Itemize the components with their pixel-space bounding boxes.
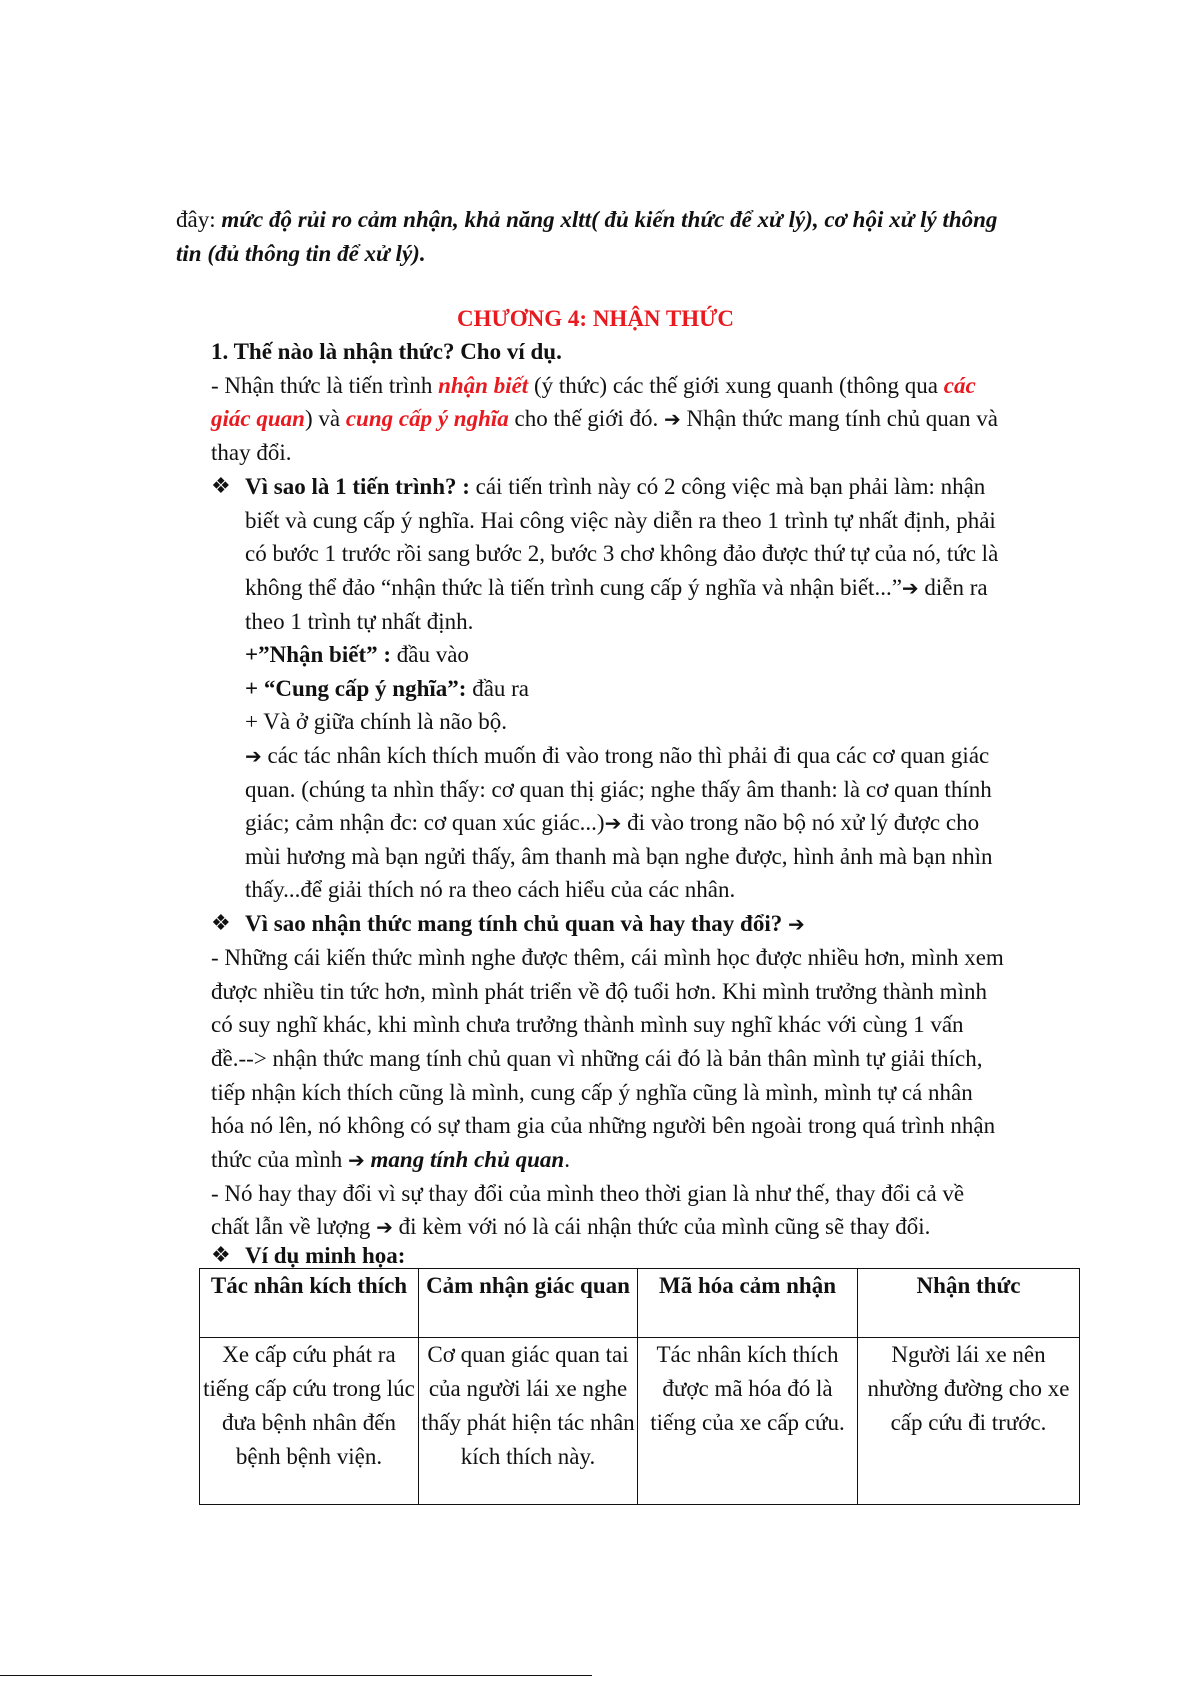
table-row (200, 1338, 1080, 1505)
explain-line-1 (245, 740, 989, 772)
arrow-icon: ➔ (245, 744, 262, 768)
table-header-cell: Nhận thức (858, 1269, 1080, 1338)
why-process-line-2: biết và cung cấp ý nghĩa. Hai công việc này diễn ra theo 1 trình tự nhất định, phải (245, 508, 996, 533)
why-process-text: cái tiến trình này có 2 công việc mà bạn phải làm: nhận (475, 474, 986, 499)
definition-line-1 (211, 370, 1081, 402)
subjective-line-1: - Những cái kiến thức mình nghe được thêm, cái mình học được nhiều hơn, mình xem (211, 945, 1004, 970)
table-cell: Cơ quan giác quan tai của người lái xe nghe thấy phát hiện tác nhân kích thích này. (419, 1338, 638, 1505)
why-process-line-3: có bước 1 trước rồi sang bước 2, bước 3 chơ không đảo được thứ tự của nó, tức là (245, 541, 999, 566)
why-process-line-4 (245, 572, 988, 604)
table-cell: Xe cấp cứu phát ra tiếng cấp cứu trong lúc đưa bệnh nhân đến bệnh bệnh viện. (200, 1338, 419, 1505)
input-label: +”Nhận biết” : (245, 642, 397, 667)
output-label: + “Cung cấp ý nghĩa”: (245, 676, 473, 701)
table-header-cell: Tác nhân kích thích (200, 1269, 419, 1338)
def-text: Nhận thức mang tính chủ quan và (680, 406, 998, 431)
subjective-line-3: có suy nghĩ khác, khi mình chưa trưởng thành mình suy nghĩ khác với cùng 1 vấn (211, 1012, 964, 1037)
middle-line: + Và ở giữa chính là não bộ. (245, 709, 508, 734)
example-table (199, 1268, 1080, 1505)
table-header-row (200, 1269, 1080, 1338)
def-highlight-cung-cap: cung cấp ý nghĩa (345, 406, 509, 431)
subjective-text: chất lẫn về lượng (211, 1214, 377, 1239)
intro-line-2: tin (đủ thông tin để xử lý). (176, 241, 426, 266)
definition-line-3: thay đổi. (211, 440, 292, 465)
subjective-line-5: tiếp nhận kích thích cũng là mình, cung cấp ý nghĩa cũng là mình, mình tự cá nhân (211, 1080, 973, 1105)
table-cell: Tác nhân kích thích được mã hóa đó là tiếng của xe cấp cứu. (638, 1338, 858, 1505)
subjective-line-8: - Nó hay thay đổi vì sự thay đổi của mình theo thời gian là như thế, thay đổi cả về (211, 1181, 965, 1206)
def-highlight-giac-quan: giác quan (211, 406, 305, 431)
output-line (245, 673, 529, 705)
input-text: đầu vào (396, 642, 469, 667)
def-text: cho thế giới đó. (508, 406, 664, 431)
why-process-label: Vì sao là 1 tiến trình? : (245, 474, 476, 499)
subjective-text: đi kèm với nó là cái nhận thức của mình cũng sẽ thay đổi. (392, 1214, 931, 1239)
arrow-icon: ➔ (376, 1215, 393, 1239)
subjective-line-7 (211, 1144, 570, 1176)
subjective-line-4: đề.--> nhận thức mang tính chủ quan vì những cái đó là bản thân mình tự giải thích, (211, 1046, 983, 1071)
explain-line-4: mùi hương mà bạn ngửi thấy, âm thanh mà bạn nghe được, hình ảnh mà bạn nhìn (245, 844, 993, 869)
why-process-line-1 (245, 471, 1081, 503)
diamond-bullet-icon: ❖ (211, 474, 231, 499)
intro-plain: đây: (176, 207, 222, 232)
def-highlight-nhan-biet: nhận biết (438, 373, 529, 398)
intro-line-1 (176, 204, 1081, 236)
example-label: Ví dụ minh họa: (245, 1243, 406, 1268)
table-header-cell: Mã hóa cảm nhận (638, 1269, 858, 1338)
definition-line-2 (211, 403, 1081, 435)
subjective-text: . (564, 1147, 570, 1172)
subjective-line-9 (211, 1211, 930, 1243)
def-text: (ý thức) các thế giới xung quanh (thông qua (528, 373, 944, 398)
why-subjective-label: Vì sao nhận thức mang tính chủ quan và hay thay đổi? (245, 911, 788, 936)
explain-text: đi vào trong não bộ nó xử lý được cho (621, 810, 980, 835)
diamond-bullet-icon: ❖ (211, 1243, 231, 1268)
why-process-text: diễn ra (918, 575, 988, 600)
arrow-icon: ➔ (348, 1148, 365, 1172)
chapter-title: CHƯƠNG 4: NHẬN THỨC (456, 306, 735, 331)
explain-line-5: thấy...để giải thích nó ra theo cách hiểu của các nhân. (245, 877, 736, 902)
explain-line-3 (245, 807, 979, 839)
explain-line-2: quan. (chúng ta nhìn thấy: cơ quan thị giác; nghe thấy âm thanh: là cơ quan thính (245, 777, 992, 802)
def-highlight-cac: các (943, 373, 976, 398)
explain-text: các tác nhân kích thích muốn đi vào trong não thì phải đi qua các cơ quan giác (261, 743, 990, 768)
output-text: đầu ra (472, 676, 530, 701)
footer-divider (0, 1675, 592, 1676)
subjective-text: thức của mình (211, 1147, 349, 1172)
def-text: ) và (304, 406, 346, 431)
arrow-icon: ➔ (604, 811, 622, 835)
intro-bold-1: mức độ rủi ro cảm nhận, khả năng xltt( đủ kiến thức để xử lý), cơ hội xử lý thông (221, 207, 998, 232)
subjective-line-2: được nhiều tin tức hơn, mình phát triển về độ tuổi hơn. Khi mình trưởng thành mình (211, 979, 987, 1004)
question-heading: 1. Thế nào là nhận thức? Cho ví dụ. (211, 339, 562, 364)
why-process-text: không thể đảo “nhận thức là tiến trình cung cấp ý nghĩa và nhận biết...” (245, 575, 902, 600)
explain-text: giác; cảm nhận đc: cơ quan xúc giác...) (245, 810, 605, 835)
arrow-icon: ➔ (901, 576, 919, 600)
table-cell: Người lái xe nên nhường đường cho xe cấp cứu đi trước. (858, 1338, 1080, 1505)
subjective-emphasis: mang tính chủ quan (370, 1147, 565, 1172)
why-subjective-heading (245, 908, 805, 940)
diamond-bullet-icon: ❖ (211, 911, 231, 936)
subjective-line-6: hóa nó lên, nó không có sự tham gia của những người bên ngoài trong quá trình nhận (211, 1113, 996, 1138)
def-text: - Nhận thức là tiến trình (211, 373, 439, 398)
arrow-icon: ➔ (787, 912, 805, 936)
input-line (245, 639, 469, 671)
arrow-icon: ➔ (664, 407, 681, 431)
table-header-cell: Cảm nhận giác quan (419, 1269, 638, 1338)
why-process-line-5: theo 1 trình tự nhất định. (245, 609, 474, 634)
